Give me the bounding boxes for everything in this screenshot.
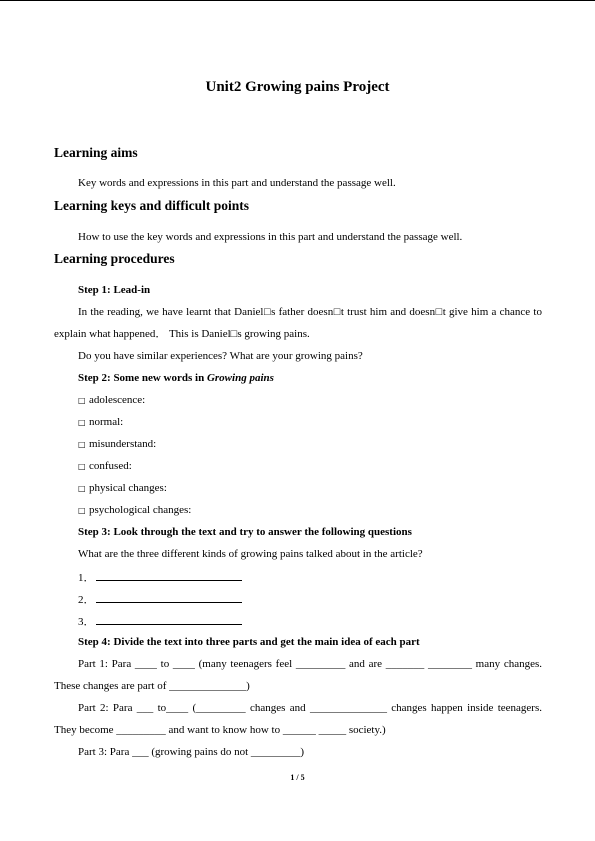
answer-blank xyxy=(96,613,242,625)
answer-line xyxy=(78,591,242,607)
top-border xyxy=(0,0,595,1)
word-text: normal: xyxy=(89,416,124,428)
word-item xyxy=(78,459,132,474)
answer-blank xyxy=(96,569,242,581)
bullet-icon: □ xyxy=(78,484,86,493)
step1-paragraph: In the reading, we have learnt that Daniel□s father doesn□t trust him and doesn□t give him a chance to explain what happened． This is Daniel□s growing pains. xyxy=(54,306,542,340)
word-item xyxy=(78,481,167,496)
bullet-icon: □ xyxy=(78,418,86,427)
bullet-icon: □ xyxy=(78,506,86,515)
word-item xyxy=(78,437,156,452)
bullet-icon: □ xyxy=(78,462,86,471)
aims-heading: Learning aims xyxy=(54,145,138,160)
step4-heading: Step 4: Divide the text into three parts and get the main idea of each part xyxy=(78,636,420,648)
answer-number: 2． xyxy=(78,594,95,606)
step3-question: What are the three different kinds of growing pains talked about in the article? xyxy=(78,548,423,560)
procedures-heading: Learning procedures xyxy=(54,251,175,266)
word-item xyxy=(78,415,123,430)
keys-text: How to use the key words and expressions in this part and understand the passage well. xyxy=(78,231,463,243)
word-text: confused: xyxy=(89,460,132,472)
step2-heading-text: Step 2: Some new words in xyxy=(78,372,207,384)
bullet-icon: □ xyxy=(78,440,86,449)
step2-heading-italic: Growing pains xyxy=(206,372,274,384)
word-text: misunderstand: xyxy=(89,438,157,450)
word-text: adolescence: xyxy=(89,394,146,406)
answer-number: 3． xyxy=(78,616,95,628)
part2-text: Part 2: Para ___ to____ (_________ changes and ______________ changes happen inside teenagers. They become _________ and want to know how to ______ _____ society.) xyxy=(54,702,542,736)
word-item xyxy=(78,393,145,408)
part1-text: Part 1: Para ____ to ____ (many teenagers feel _________ and are _______ ________ many changes. These changes are part of ______________) xyxy=(54,658,542,692)
keys-heading: Learning keys and difficult points xyxy=(54,198,250,213)
step2-heading xyxy=(78,371,274,385)
answer-blank xyxy=(96,591,242,603)
word-item xyxy=(78,503,191,518)
step1-question: Do you have similar experiences? What are your growing pains? xyxy=(78,350,363,362)
word-text: physical changes: xyxy=(89,482,167,494)
part3-text: Part 3: Para ___ (growing pains do not _________) xyxy=(78,746,305,758)
answer-number: 1． xyxy=(78,572,95,584)
answer-line xyxy=(78,613,242,629)
answer-line xyxy=(78,569,242,585)
page-title: Unit2 Growing pains Project xyxy=(205,79,390,95)
aims-text: Key words and expressions in this part and understand the passage well. xyxy=(78,177,396,189)
step1-heading: Step 1: Lead-in xyxy=(78,284,151,296)
step3-heading: Step 3: Look through the text and try to answer the following questions xyxy=(78,526,412,538)
page-number: 1 / 5 xyxy=(290,773,305,782)
word-text: psychological changes: xyxy=(89,504,192,516)
bullet-icon: □ xyxy=(78,396,86,405)
